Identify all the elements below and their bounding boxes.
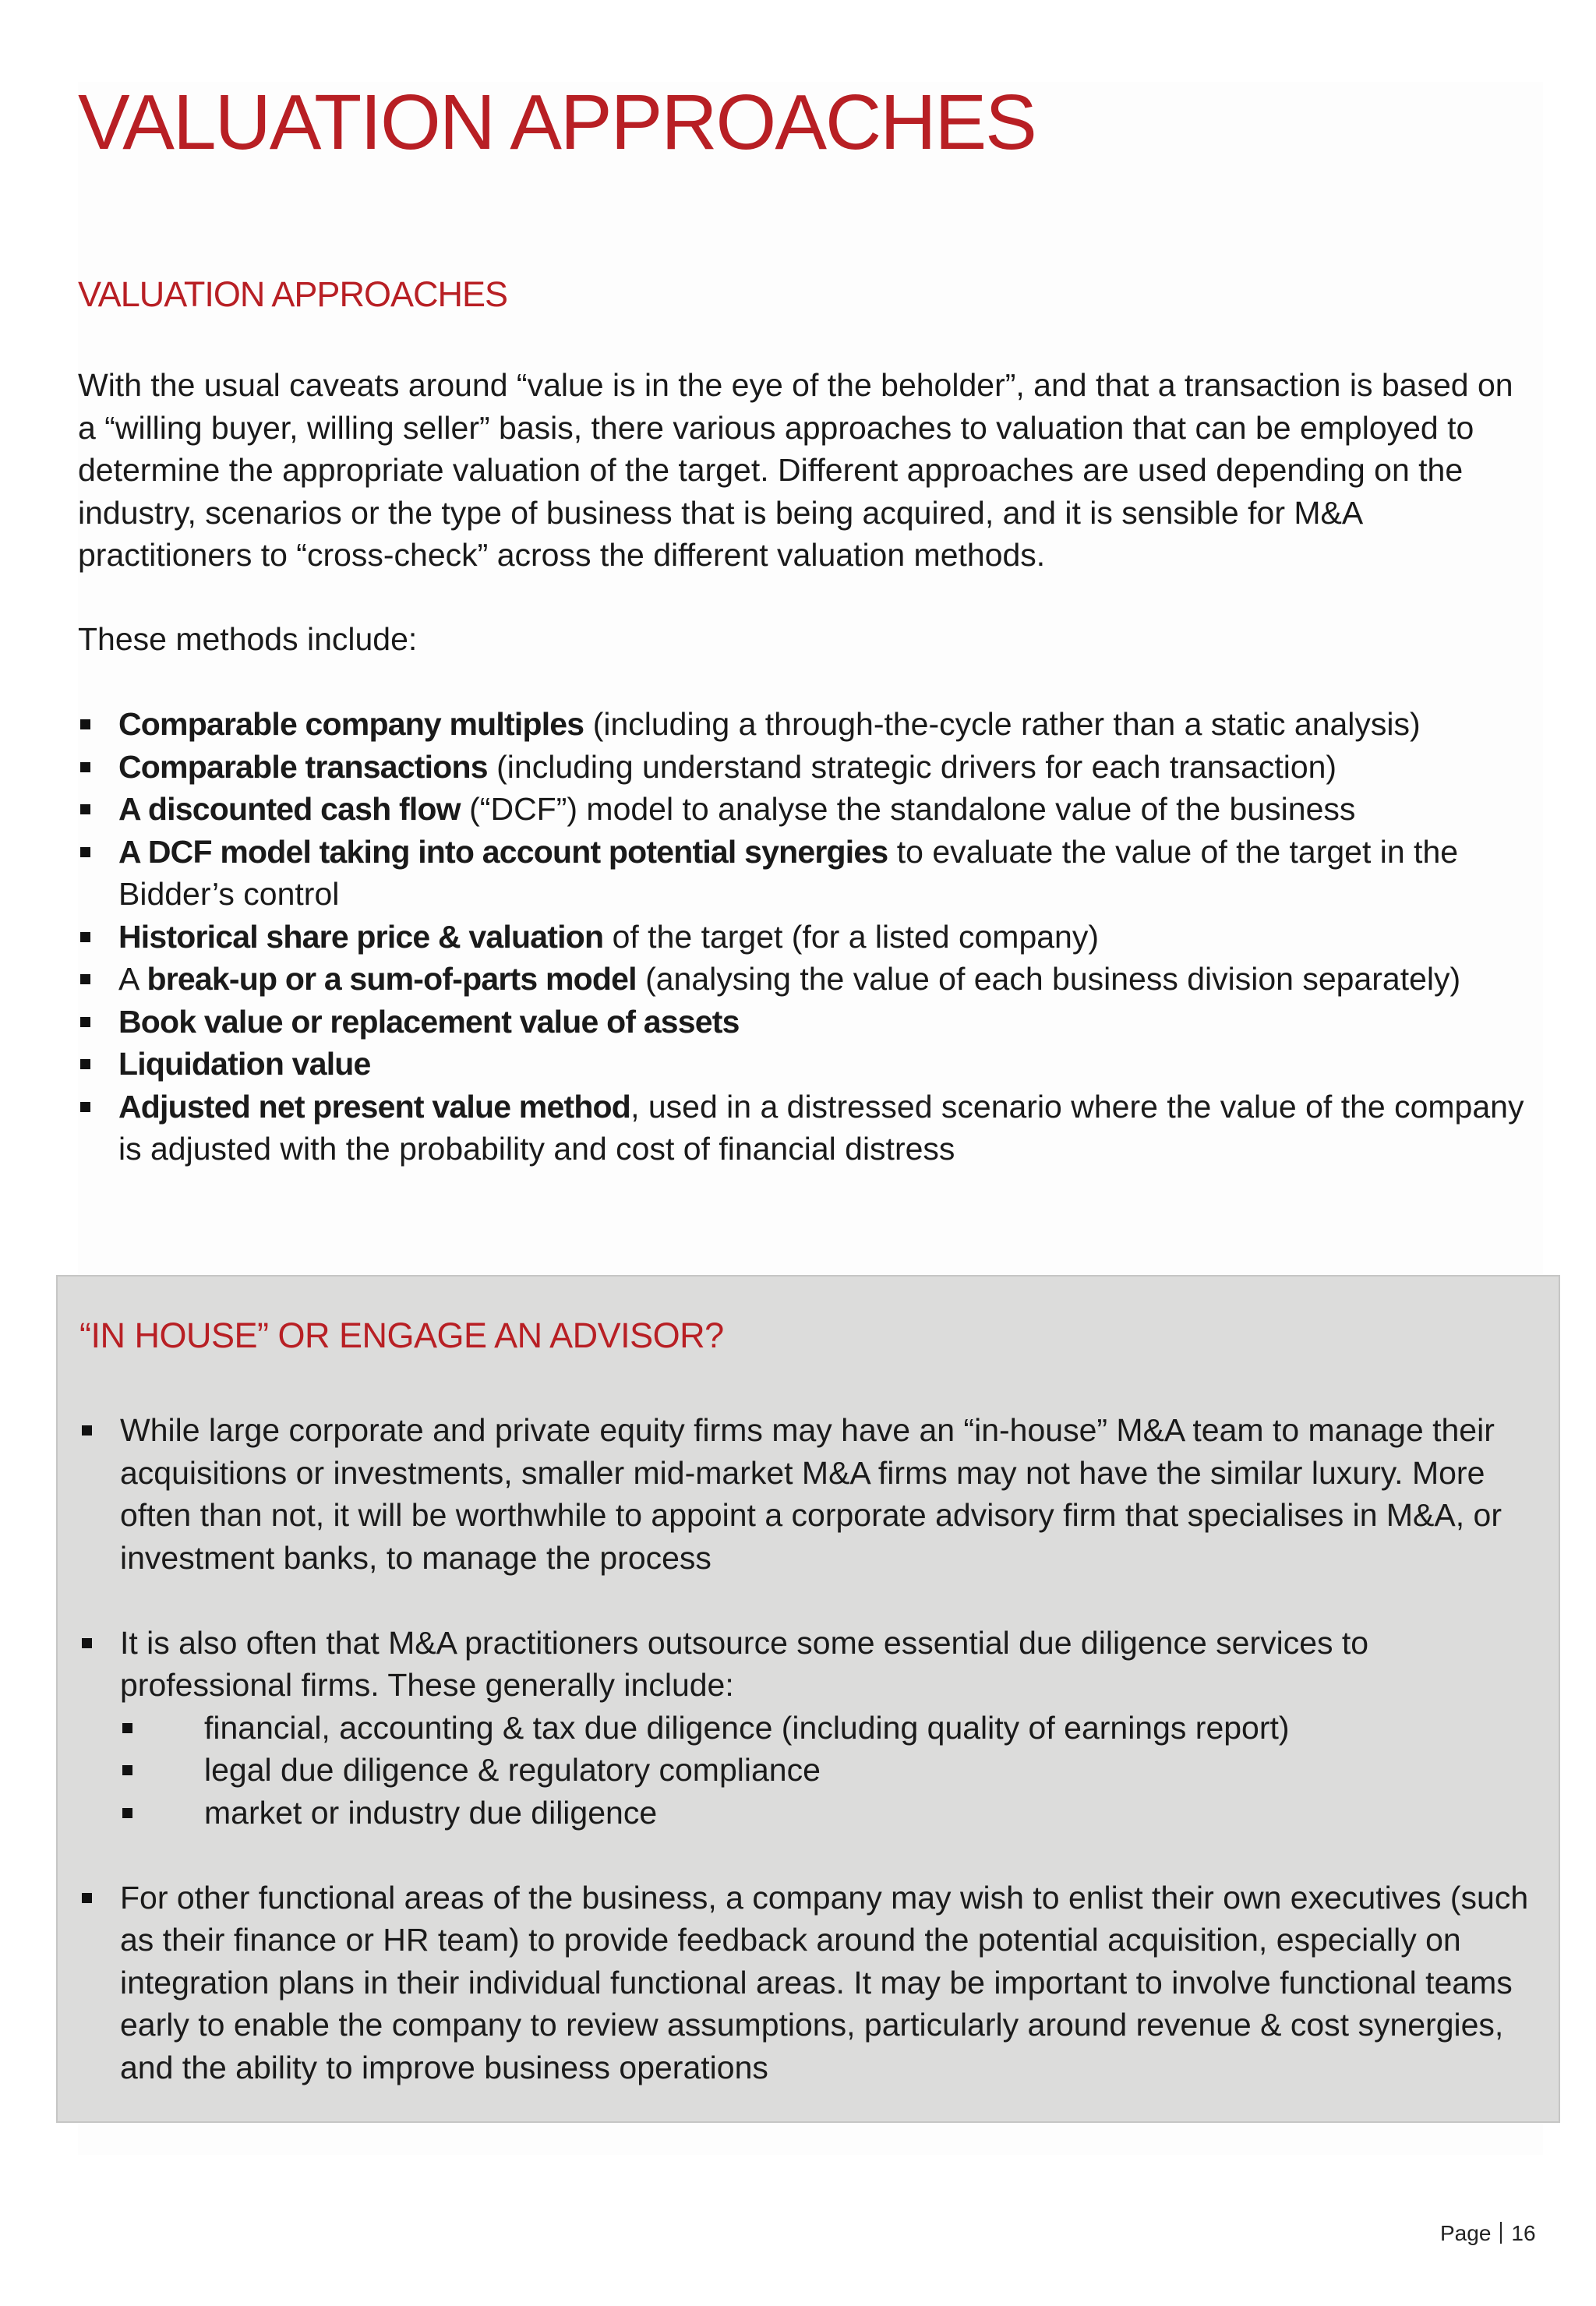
advisor-points-list	[79, 1409, 1545, 2089]
square-bullet-icon	[80, 974, 90, 984]
page-separator	[1500, 2222, 1502, 2244]
list-item	[78, 703, 1527, 746]
square-bullet-icon	[80, 804, 90, 814]
page-title: VALUATION APPROACHES	[78, 79, 1036, 166]
page-number: 16	[1511, 2221, 1536, 2245]
square-bullet-icon	[82, 1425, 92, 1436]
list-item	[78, 1043, 1527, 1086]
method-detail: (“DCF”) model to analyse the standalone value of the business	[460, 791, 1356, 827]
list-item	[79, 1622, 1545, 1835]
method-name: A discounted cash flow	[118, 791, 461, 827]
method-detail: (including a through-the-cycle rather than a static analysis)	[584, 706, 1421, 742]
page-label: Page	[1440, 2221, 1492, 2245]
list-item	[78, 1001, 1527, 1044]
square-bullet-icon	[80, 719, 90, 729]
method-name: Historical share price & valuation	[118, 918, 604, 955]
square-bullet-icon	[122, 1765, 132, 1775]
due-diligence-sublist	[120, 1707, 1545, 1835]
list-item	[78, 788, 1527, 831]
method-name: Liquidation value	[118, 1046, 371, 1082]
sub-list-item	[120, 1749, 1545, 1792]
square-bullet-icon	[82, 1893, 92, 1903]
square-bullet-icon	[122, 1808, 132, 1818]
square-bullet-icon	[82, 1638, 92, 1648]
square-bullet-icon	[80, 1017, 90, 1027]
list-item	[78, 831, 1527, 916]
advisor-point-text: It is also often that M&A practitioners outsource some essential due diligence services to professional firms. These generally include:	[120, 1624, 1369, 1703]
method-name: Adjusted net present value method	[118, 1088, 631, 1125]
square-bullet-icon	[80, 932, 90, 942]
method-prefix: A	[118, 961, 147, 997]
list-item	[78, 1086, 1527, 1171]
list-item	[78, 958, 1527, 1001]
list-item	[79, 1409, 1545, 1579]
due-diligence-item: legal due diligence & regulatory compliance	[204, 1752, 821, 1788]
method-name: Book value or replacement value of assets	[118, 1003, 740, 1040]
list-item	[79, 1877, 1545, 2089]
intro-paragraph: With the usual caveats around “value is in the eye of the beholder”, and that a transaction is based on a “willing buyer, willing seller” basis, there various approaches to valuation that can be employed to determine the appropriate valuation of the target. Different approaches are used depending on the industry, scenarios or the type of business that is being acquired, and it is sensible for M&A practitioners to “cross-check” across the different valuation methods.	[78, 367, 1513, 573]
advisor-callout-box	[56, 1275, 1560, 2123]
method-detail: (including understand strategic drivers for each transaction)	[487, 748, 1337, 785]
method-detail: , used in a distressed scenario where the value of the company is adjusted with the probability and cost of financial distress	[118, 1088, 1524, 1167]
list-item	[78, 916, 1527, 959]
square-bullet-icon	[80, 847, 90, 857]
method-detail: to evaluate the value of the target in the Bidder’s control	[118, 833, 1459, 912]
due-diligence-item: market or industry due diligence	[204, 1794, 658, 1831]
sub-list-item	[120, 1707, 1545, 1750]
valuation-methods-list	[78, 703, 1527, 1171]
square-bullet-icon	[80, 1102, 90, 1112]
method-detail: of the target (for a listed company)	[603, 918, 1100, 955]
section-heading: VALUATION APPROACHES	[78, 274, 507, 314]
method-detail: (analysing the value of each business division separately)	[636, 961, 1461, 997]
methods-lead-text: These methods include:	[78, 621, 418, 657]
advisor-point-text: For other functional areas of the business, a company may wish to enlist their own executives (such as their finance or HR team) to provide feedback around the potential acquisition, especially on integration plans in their individual functional areas. It may be important to involve functional teams early to enable the company to review assumptions, particularly around revenue & cost synergies, and the ability to improve business operations	[120, 1879, 1529, 2085]
method-name: break-up or a sum-of-parts model	[147, 961, 637, 997]
sub-list-item	[120, 1792, 1545, 1835]
method-name: Comparable company multiples	[118, 706, 584, 742]
method-name: Comparable transactions	[118, 748, 488, 785]
list-item	[78, 746, 1527, 789]
due-diligence-item: financial, accounting & tax due diligence (including quality of earnings report)	[204, 1709, 1290, 1746]
square-bullet-icon	[80, 1059, 90, 1069]
square-bullet-icon	[122, 1723, 132, 1733]
square-bullet-icon	[80, 762, 90, 772]
page-footer	[1440, 2221, 1536, 2246]
method-name: A DCF model taking into account potential synergies	[118, 833, 888, 870]
advisor-box-heading: “IN HOUSE” OR ENGAGE AN ADVISOR?	[79, 1315, 724, 1355]
advisor-point-text: While large corporate and private equity firms may have an “in-house” M&A team to manage their acquisitions or investments, smaller mid-market M&A firms may not have the similar luxury. More often than not, it will be worthwhile to appoint a corporate advisory firm that specialises in M&A, or investment banks, to manage the process	[120, 1412, 1502, 1576]
